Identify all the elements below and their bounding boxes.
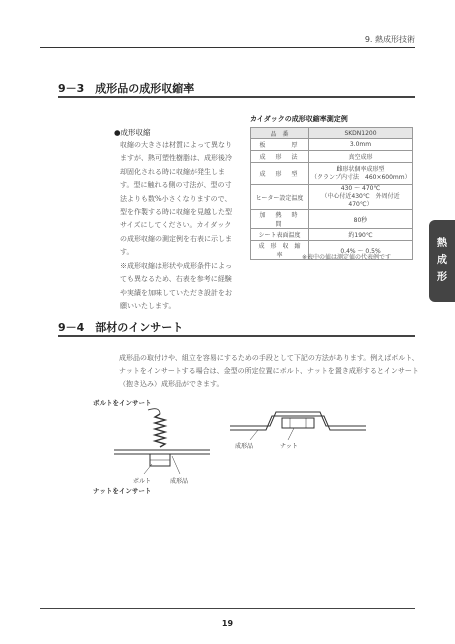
shrinkage-heading: ●成形収縮 (114, 128, 151, 137)
table-row (251, 229, 413, 241)
page-number: 19 (221, 619, 234, 628)
footer-divider (40, 608, 415, 609)
table-cell-line: （中心付近430℃ 外周付近470℃） (321, 193, 400, 208)
shrinkage-paragraph: 収縮の大きさは材質によって異なりますが、熱可塑性樹脂は、成形後冷却固化される時に収縮が発生します。型に触れる側の寸法が、型の寸法よりも数%小さくなりますので、型を作製する時に収縮を見越した型サイズにしてください。カイダックの成形収縮の測定例を右表に示します。 (120, 141, 232, 257)
chapter-header: 9. 熱成形技術 (364, 35, 415, 44)
table-row (251, 185, 413, 210)
table-cell-value: 80秒 (309, 210, 413, 229)
section-divider-shrinkage (58, 96, 415, 98)
figure-caption-nut: ナットをインサート (93, 487, 152, 495)
insert-paragraph: 成形品の取付けや、組立を容易にするための手段として下記の方法があります。例えばボルト、ナットをインサートする場合は、金型の所定位置にボルト、ナットを置き成形するとインサート（抱き込み）成形品ができます。 (119, 354, 419, 388)
section-title-insert: 9－4 部材のインサート (58, 321, 184, 334)
table-row (251, 139, 413, 151)
label-nut: ナット (280, 443, 298, 450)
table-cell-line: 430 ～ 470℃ (340, 185, 381, 192)
table-cell-label: ヒーター設定温度 (251, 185, 309, 210)
table-header-value: SKDN1200 (309, 128, 413, 139)
table-cell-label: シート表面温度 (251, 229, 309, 241)
table-cell-label: 加 熱 時 間 (251, 210, 309, 229)
table-header-label: 品 番 (251, 128, 309, 139)
section-title-shrinkage: 9－3 成形品の成形収縮率 (58, 82, 195, 95)
label-bolt: ボルト (133, 478, 152, 485)
table-cell-value: 3.0mm (309, 139, 413, 151)
section-divider-insert (58, 335, 415, 337)
table-row (251, 163, 413, 185)
shrinkage-note: ※成形収縮は形状や成形条件によっても異なるため、右表を参考に経験や実績を加味していただき設計をお願いいたします。 (120, 262, 232, 311)
side-tab-char: 熱 (437, 238, 447, 249)
table-cell-label: 成 形 収 縮 率 (251, 241, 309, 260)
chapter-side-tab (429, 220, 455, 302)
label-molded-part-left: 成形品 (170, 478, 189, 485)
side-tab-char: 成 (437, 255, 447, 266)
table-header-row (251, 128, 413, 139)
table-cell-line: （クランプ内寸法 460×600mm） (311, 173, 411, 181)
table-row (251, 151, 413, 163)
table-cell-value: 0.4% ～ 0.5% (309, 241, 413, 260)
table-cell-value (309, 185, 413, 210)
table-cell-label: 板 厚 (251, 139, 309, 151)
table-cell-label: 成 形 型 (251, 163, 309, 185)
table-cell-value: 約190℃ (309, 229, 413, 241)
shrinkage-rate-table (250, 127, 413, 260)
table-row (251, 210, 413, 229)
table-caption: カイダックの成形収縮率測定例 (250, 115, 348, 123)
table-cell-value (309, 163, 413, 185)
table-cell-value: 真空成形 (309, 151, 413, 163)
header-divider (40, 47, 415, 48)
label-molded-part-right: 成形品 (235, 443, 254, 450)
table-cell-label: 成 形 法 (251, 151, 309, 163)
side-tab-char: 形 (437, 272, 447, 283)
table-note: ※表中の値は測定値の代表例です (302, 254, 392, 261)
table-cell-line: 雌形状個率成形型 (336, 165, 385, 173)
bolt-insert-diagram (110, 404, 215, 484)
figure-title-bolt: ボルトをインサート (93, 399, 152, 407)
